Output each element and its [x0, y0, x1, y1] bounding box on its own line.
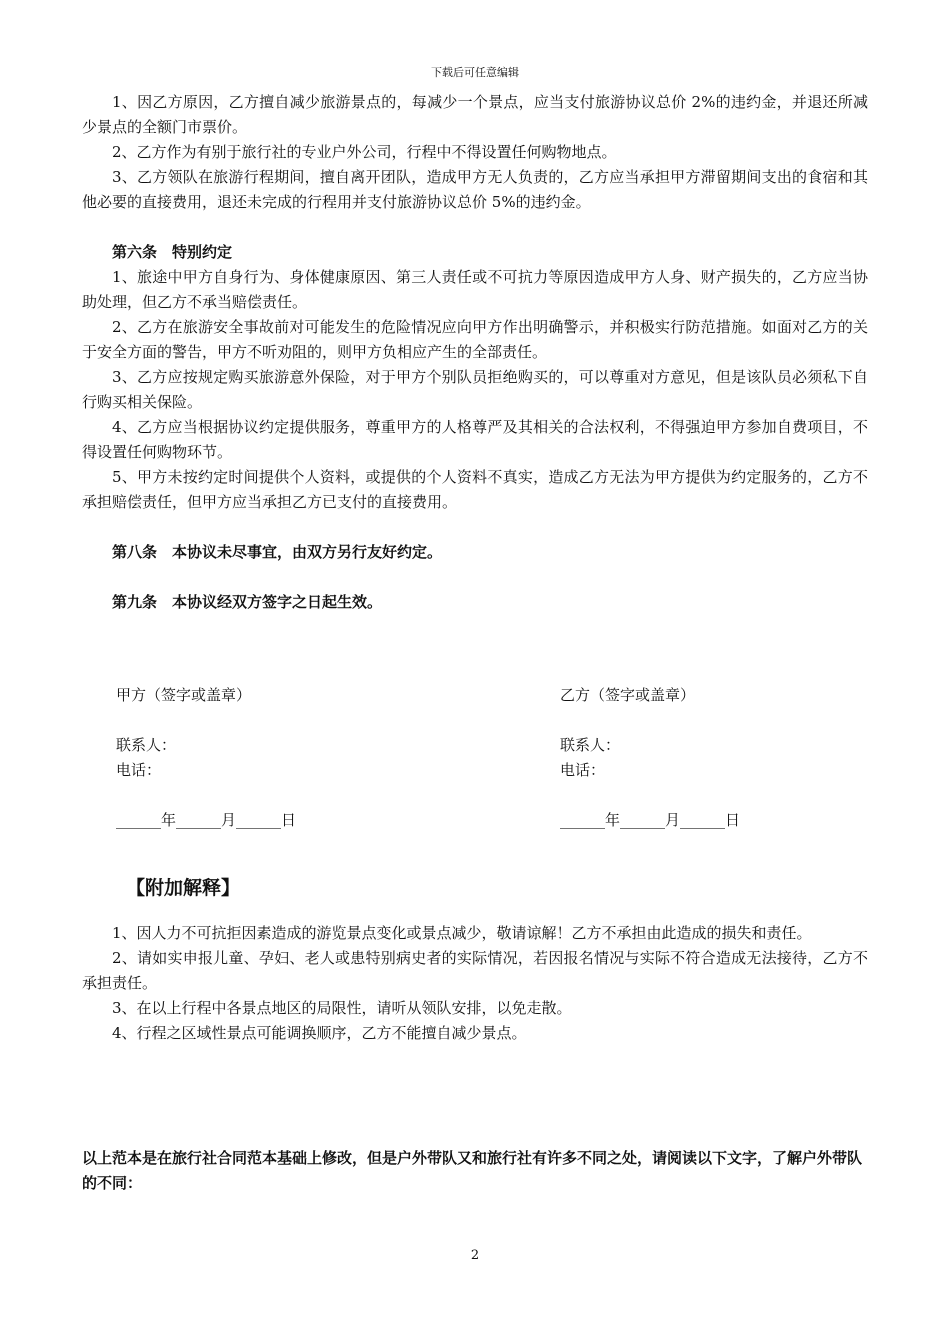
paragraph: 3、在以上行程中各景点地区的局限性，请听从领队安排，以免走散。: [112, 999, 572, 1017]
paragraph: 3、乙方应按规定购买旅游意外保险，对于甲方个别队员拒绝购买的，可以尊重对方意见，但是该队员必须私下自行购买相关保险。: [82, 368, 868, 411]
paragraph: 2、乙方作为有别于旅行社的专业户外公司，行程中不得设置任何购物地点。: [112, 143, 617, 161]
party-b-contact: 联系人：: [560, 736, 621, 754]
signature-block: [82, 683, 868, 833]
article-9: 第九条 本协议经双方签字之日起生效。: [112, 593, 383, 611]
party-a-date: ______年______月______日: [116, 811, 297, 829]
party-b-label: 乙方（签字或盖章）: [560, 686, 696, 704]
paragraph: 5、甲方未按约定时间提供个人资料，或提供的个人资料不真实，造成乙方无法为甲方提供为约定服务的，乙方不承担赔偿责任，但甲方应当承担乙方已支付的直接费用。: [82, 468, 868, 511]
party-b-phone: 电话：: [560, 761, 606, 779]
article-6-heading: 第六条 特别约定: [112, 243, 233, 261]
paragraph: 4、行程之区域性景点可能调换顺序，乙方不能擅自减少景点。: [112, 1024, 527, 1042]
page-number: 2: [470, 1248, 480, 1263]
paragraph: 1、因人力不可抗拒因素造成的游览景点变化或景点减少，敬请谅解！乙方不承担由此造成的损失和责任。: [112, 924, 812, 942]
paragraph: 1、旅途中甲方自身行为、身体健康原因、第三人责任或不可抗力等原因造成甲方人身、财产损失的，乙方应当协助处理，但乙方不承当赔偿责任。: [82, 268, 868, 311]
paragraph: 1、因乙方原因，乙方擅自减少旅游景点的，每减少一个景点，应当支付旅游协议总价 2%的违约金，并退还所减少景点的全额门市票价。: [82, 93, 868, 136]
party-b-date: ______年______月______日: [560, 811, 741, 829]
paragraph: 2、乙方在旅游安全事故前对可能发生的危险情况应向甲方作出明确警示，并积极实行防范措施。如面对乙方的关于安全方面的警告，甲方不听劝阻的，则甲方负相应产生的全部责任。: [82, 318, 868, 361]
party-a-phone: 电话：: [116, 761, 162, 779]
paragraph: 4、乙方应当根据协议约定提供服务，尊重甲方的人格尊严及其相关的合法权利，不得强迫甲方参加自费项目，不得设置任何购物环节。: [82, 418, 868, 461]
party-a-signature: [116, 683, 436, 833]
paragraph: 2、请如实申报儿童、孕妇、老人或患特别病史者的实际情况，若因报名情况与实际不符合造成无法接待，乙方不承担责任。: [82, 949, 868, 992]
party-a-contact: 联系人：: [116, 736, 177, 754]
article-8: 第八条 本协议未尽事宜，由双方另行友好约定。: [112, 543, 443, 561]
party-b-signature: [560, 683, 880, 833]
paragraph: 3、乙方领队在旅游行程期间，擅自离开团队，造成甲方无人负责的，乙方应当承担甲方滞留期间支出的食宿和其他必要的直接费用，退还未完成的行程用并支付旅游协议总价 5%的违约金。: [82, 168, 868, 211]
document-body: [82, 90, 868, 1196]
party-a-label: 甲方（签字或盖章）: [116, 686, 252, 704]
closing-note: 以上范本是在旅行社合同范本基础上修改，但是户外带队又和旅行社有许多不同之处，请阅读以下文字，了解户外带队的不同：: [82, 1149, 863, 1192]
page-header: 下载后可任意编辑: [431, 66, 519, 79]
annex-title: 【附加解释】: [126, 877, 241, 899]
